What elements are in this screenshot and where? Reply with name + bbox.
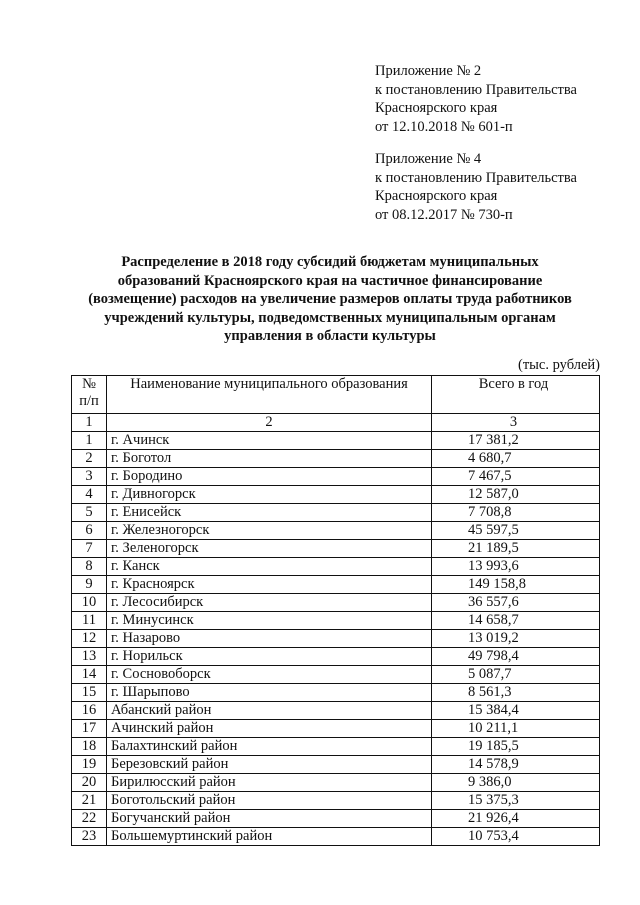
row-total: 149 158,8 — [432, 576, 600, 594]
table-row — [72, 486, 600, 504]
row-number: 21 — [72, 792, 107, 810]
table-row — [72, 594, 600, 612]
row-total: 10 753,4 — [432, 828, 600, 846]
table-row — [72, 450, 600, 468]
row-number: 7 — [72, 540, 107, 558]
annex-line: Приложение № 4 — [375, 151, 482, 167]
annex-2-reference — [375, 62, 577, 136]
row-municipality: Березовский район — [107, 756, 432, 774]
row-total: 9 386,0 — [432, 774, 600, 792]
title-line: управления в области культуры — [224, 328, 436, 344]
annex-line: от 08.12.2017 № 730-п — [375, 206, 513, 223]
row-total: 21 926,4 — [432, 810, 600, 828]
row-number: 10 — [72, 594, 107, 612]
row-total: 19 185,5 — [432, 738, 600, 756]
row-number: 6 — [72, 522, 107, 540]
row-number: 17 — [72, 720, 107, 738]
row-total: 13 993,6 — [432, 558, 600, 576]
row-total: 12 587,0 — [432, 486, 600, 504]
row-total: 10 211,1 — [432, 720, 600, 738]
row-municipality: г. Енисейск — [107, 504, 432, 522]
annex-4-reference — [375, 150, 577, 224]
row-municipality: г. Норильск — [107, 648, 432, 666]
row-number: 15 — [72, 684, 107, 702]
row-total: 7 708,8 — [432, 504, 600, 522]
table-row — [72, 540, 600, 558]
row-municipality: г. Шарыпово — [107, 684, 432, 702]
row-municipality: г. Минусинск — [107, 612, 432, 630]
title-line: (возмещение) расходов на увеличение размеров оплаты труда работников — [88, 291, 572, 307]
table-row — [72, 666, 600, 684]
row-total: 14 578,9 — [432, 756, 600, 774]
row-number: 5 — [72, 504, 107, 522]
table-row — [72, 468, 600, 486]
header-total: Всего в год — [432, 376, 600, 414]
row-number: 22 — [72, 810, 107, 828]
row-number: 18 — [72, 738, 107, 756]
table-row — [72, 756, 600, 774]
row-number: 14 — [72, 666, 107, 684]
table-row — [72, 702, 600, 720]
annex-line: Красноярского края — [375, 100, 498, 116]
row-total: 4 680,7 — [432, 450, 600, 468]
row-municipality: Богучанский район — [107, 810, 432, 828]
row-municipality: г. Зеленогорск — [107, 540, 432, 558]
row-number: 19 — [72, 756, 107, 774]
table-row — [72, 432, 600, 450]
column-index-row — [72, 414, 600, 432]
table-row — [72, 720, 600, 738]
row-total: 21 189,5 — [432, 540, 600, 558]
row-total: 17 381,2 — [432, 432, 600, 450]
row-number: 11 — [72, 612, 107, 630]
row-number: 20 — [72, 774, 107, 792]
row-municipality: г. Канск — [107, 558, 432, 576]
row-number: 9 — [72, 576, 107, 594]
table-row — [72, 828, 600, 846]
row-municipality: г. Назарово — [107, 630, 432, 648]
row-municipality: Балахтинский район — [107, 738, 432, 756]
table-row — [72, 648, 600, 666]
table-row — [72, 504, 600, 522]
table-row — [72, 738, 600, 756]
subsidy-table — [71, 375, 600, 846]
row-municipality: Абанский район — [107, 702, 432, 720]
row-number: 3 — [72, 468, 107, 486]
row-number: 12 — [72, 630, 107, 648]
row-number: 2 — [72, 450, 107, 468]
row-municipality: г. Красноярск — [107, 576, 432, 594]
row-total: 45 597,5 — [432, 522, 600, 540]
table-row — [72, 558, 600, 576]
document-title — [40, 253, 620, 346]
table-row — [72, 774, 600, 792]
row-municipality: г. Лесосибирск — [107, 594, 432, 612]
header-number: № п/п — [72, 376, 107, 414]
column-index: 2 — [107, 414, 432, 432]
row-municipality: Бирилюсский район — [107, 774, 432, 792]
table-row — [72, 684, 600, 702]
row-total: 7 467,5 — [432, 468, 600, 486]
row-total: 15 375,3 — [432, 792, 600, 810]
row-total: 13 019,2 — [432, 630, 600, 648]
row-number: 1 — [72, 432, 107, 450]
title-line: образований Красноярского края на частичное финансирование — [117, 272, 543, 289]
row-total: 49 798,4 — [432, 648, 600, 666]
title-line: Распределение в 2018 году субсидий бюджетам муниципальных — [121, 254, 539, 270]
row-total: 5 087,7 — [432, 666, 600, 684]
title-line: учреждений культуры, подведомственных муниципальным органам — [104, 309, 556, 326]
row-number: 8 — [72, 558, 107, 576]
row-number: 23 — [72, 828, 107, 846]
table-row — [72, 630, 600, 648]
row-total: 8 561,3 — [432, 684, 600, 702]
annex-line: к постановлению Правительства — [375, 81, 577, 98]
table-body — [72, 414, 600, 846]
row-number: 4 — [72, 486, 107, 504]
table-row — [72, 792, 600, 810]
header-municipality: Наименование муниципального образования — [107, 376, 432, 414]
row-number: 16 — [72, 702, 107, 720]
unit-label: (тыс. рублей) — [518, 357, 600, 373]
row-municipality: г. Сосновоборск — [107, 666, 432, 684]
table-row — [72, 810, 600, 828]
table-header-row — [72, 376, 600, 414]
row-municipality: г. Дивногорск — [107, 486, 432, 504]
row-municipality: г. Железногорск — [107, 522, 432, 540]
row-number: 13 — [72, 648, 107, 666]
annex-line: Красноярского края — [375, 188, 498, 204]
column-index: 1 — [72, 414, 107, 432]
row-municipality: Ачинский район — [107, 720, 432, 738]
row-municipality: г. Бородино — [107, 468, 432, 486]
row-municipality: Большемуртинский район — [107, 828, 432, 846]
table-row — [72, 576, 600, 594]
column-index: 3 — [432, 414, 600, 432]
row-total: 15 384,4 — [432, 702, 600, 720]
table-row — [72, 612, 600, 630]
row-total: 14 658,7 — [432, 612, 600, 630]
row-municipality: г. Боготол — [107, 450, 432, 468]
table-row — [72, 522, 600, 540]
row-municipality: г. Ачинск — [107, 432, 432, 450]
annex-line: к постановлению Правительства — [375, 169, 577, 186]
annex-line: от 12.10.2018 № 601-п — [375, 118, 513, 135]
row-municipality: Боготольский район — [107, 792, 432, 810]
row-total: 36 557,6 — [432, 594, 600, 612]
annex-line: Приложение № 2 — [375, 63, 482, 79]
